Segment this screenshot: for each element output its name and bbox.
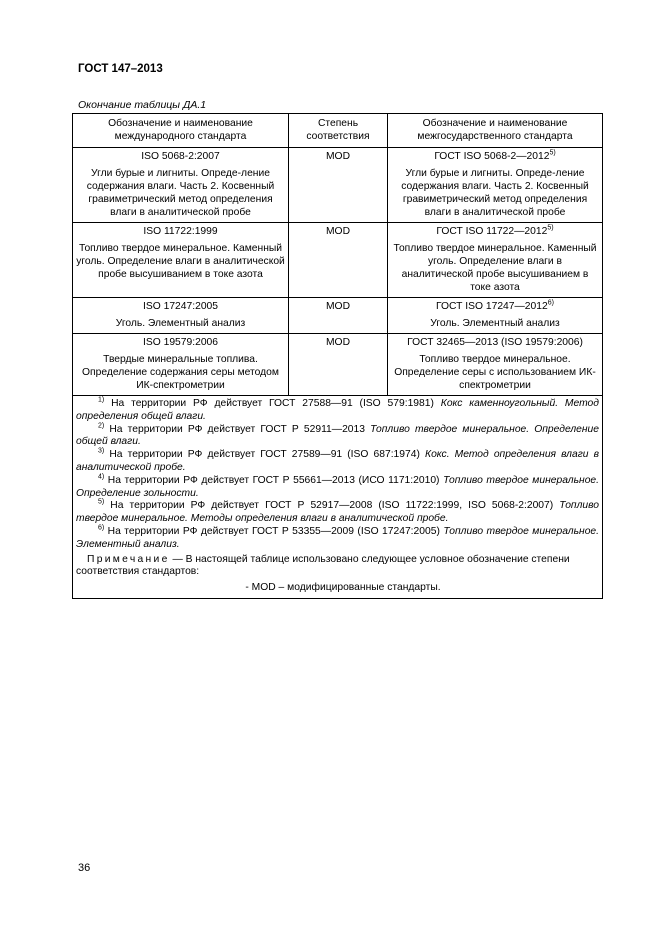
table-row [73,223,603,298]
notes-row [73,396,603,599]
gost-code-text: ГОСТ 32465—2013 (ISO 19579:2006) [407,337,583,348]
footnote-title: Топливо твердое минеральное. Определение общей влаги. [76,423,599,448]
footnote-ref: 5) [549,149,556,157]
footnote-marker: 1) [98,396,105,404]
note-label: Примечание [87,553,170,565]
note-text: — В настоящей таблице использовано следующее условное обозначение степени соответствия стандартов: [76,553,570,578]
page-number: 36 [78,862,91,874]
footnote [76,475,599,501]
interstate-standard-code [391,150,599,163]
notes-cell [73,396,603,599]
footnote-ref: 5) [547,224,554,232]
footnote [76,500,599,526]
table-note [76,554,599,580]
international-standard-title: Угли бурые и лигниты. Опреде-ление содержания влаги. Часть 2. Косвенный гравиметрический метод определения влаги в аналитической пробе [86,168,275,218]
international-standard-code: ISO 17247:2005 [143,301,218,312]
footnote-marker: 4) [98,473,105,481]
footnote-text: На территории РФ действует ГОСТ 27589—91 (ISO 687:1974) [104,449,425,461]
international-standard-code: ISO 5068-2:2007 [141,151,220,162]
degree-cell: MOD [289,148,388,223]
footnote-title: Кокс. Метод определения влаги в аналитической пробе. [76,449,599,473]
international-standard-title: Уголь. Элементный анализ [115,318,246,329]
gost-code-text: ГОСТ ISO 5068-2—2012 [434,151,550,162]
interstate-standard-title: Угли бурые и лигниты. Опреде-ление содержания влаги. Часть 2. Косвенный гравиметрический метод определения влаги в аналитической пробе [401,168,589,218]
footnote [76,398,599,424]
table-row [73,298,603,334]
table-header-row [73,114,603,148]
footnote [76,424,599,450]
degree-cell: MOD [289,223,388,298]
footnote-marker: 6) [98,524,105,532]
table-row [73,334,603,396]
footnote-title: Топливо твердое минеральное. Элементный анализ. [76,525,600,550]
international-standard-cell [73,298,289,334]
document-header: ГОСТ 147–2013 [78,63,163,75]
footnote-title: Топливо твердое минеральное. Методы определения влаги в аналитической пробе. [76,500,599,525]
footnote-ref: 6) [547,299,554,307]
interstate-standard-cell [388,298,603,334]
column-header-international: Обозначение и наименование международного стандарта [73,114,289,148]
footnote-title: Кокс каменноугольный. Метод определения общей влаги. [76,398,599,422]
gost-code-text: ГОСТ ISO 11722—2012 [436,226,548,237]
footnote-text: На территории РФ действует ГОСТ Р 52911—2013 [104,423,371,435]
interstate-standard-cell [388,223,603,298]
table-row [73,148,603,223]
interstate-standard-title: Уголь. Элементный анализ [430,318,560,329]
footnote-text: На территории РФ действует ГОСТ Р 53355—2009 (ISO 17247:2005) [104,525,444,537]
international-standard-title: Топливо твердое минеральное. Каменный уголь. Определение влаги в аналитической пробе высушиванием в токе азота [76,243,285,280]
interstate-standard-title: Топливо твердое минеральное. Определение серы с использованием ИК-спектрометрии [394,354,596,391]
interstate-standard-code [391,336,599,349]
note-item: - MOD – модифицированные стандарты. [245,582,441,594]
footnote [76,526,599,552]
column-header-interstate: Обозначение и наименование межгосударственного стандарта [388,114,603,148]
international-standard-cell [73,223,289,298]
international-standard-code: ISO 11722:1999 [143,226,218,237]
footnote [76,449,599,475]
table-caption: Окончание таблицы ДА.1 [78,99,207,111]
footnote-marker: 5) [98,498,105,506]
degree-cell: MOD [289,298,388,334]
column-header-degree: Степень соответствия [289,114,388,148]
interstate-standard-cell [388,148,603,223]
interstate-standard-code [391,300,599,313]
international-standard-cell [73,334,289,396]
interstate-standard-title: Топливо твердое минеральное. Каменный уголь. Определение влаги в аналитической пробе высушиванием в токе азота [393,243,597,293]
footnote-text: На территории РФ действует ГОСТ Р 52917—2008 (ISO 11722:1999, ISO 5068-2:2007) [104,500,560,512]
international-standard-title: Твердые минеральные топлива. Определение содержания серы методом ИК-спектрометрии [82,354,279,391]
footnote-marker: 2) [98,422,105,430]
international-standard-cell [73,148,289,223]
footnote-text: На территории РФ действует ГОСТ 27588—91 (ISO 579:1981) [104,398,441,409]
standards-table [72,113,603,599]
interstate-standard-cell [388,334,603,396]
international-standard-code: ISO 19579:2006 [143,337,218,348]
gost-code-text: ГОСТ ISO 17247—2012 [436,301,548,312]
footnote-title: Топливо твердое минеральное. Определение зольности. [76,474,600,499]
footnote-marker: 3) [98,447,105,455]
interstate-standard-code [391,225,599,238]
degree-cell: MOD [289,334,388,396]
footnote-text: На территории РФ действует ГОСТ Р 55661—2013 (ИСО 1171:2010) [104,474,444,486]
